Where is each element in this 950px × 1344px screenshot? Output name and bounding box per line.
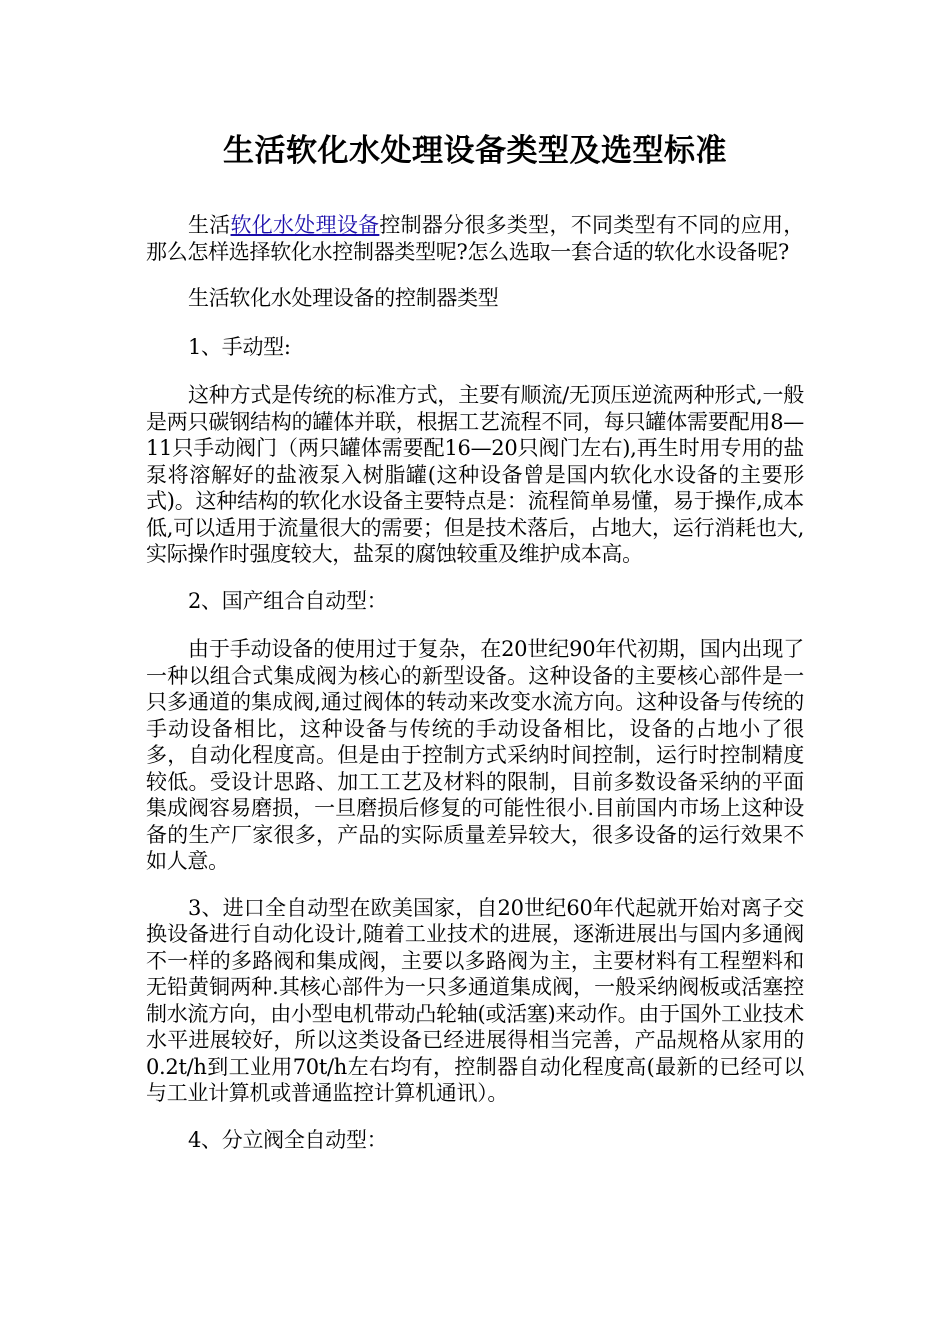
- type1-heading: 1、手动型:: [188, 334, 291, 359]
- section-heading: 生活软化水处理设备的控制器类型: [188, 286, 499, 310]
- intro-text-after-link: 控制器分很多类型，不同类型有不同的应用，那么怎样选择软化水控制器类型呢?怎么选取一套合适的软化水设备呢?: [146, 213, 805, 264]
- softened-water-equipment-link[interactable]: 软化水处理设备: [230, 213, 380, 237]
- type3-paragraph: 3、进口全自动型在欧美国家，自20世纪60年代起就开始对离子交换设备进行自动化设计,随着工业技术的进展，逐渐进展出与国内多通阀不一样的多路阀和集成阀，主要以多路阀为主，主要材料有工程塑料和无铅黄铜两种.其核心部件为一只多通道集成阀，一般采纳阀板或活塞控制水流方向，由小型电机带动凸轮轴(或活塞)来动作。由于国外工业技术水平进展较好，所以这类设备已经进展得相当完善，产品规格从家用的0.2t/h到工业用70t/h左右均有，控制器自动化程度高(最新的已经可以与工业计算机或普通监控计算机通讯）。: [146, 895, 804, 1105]
- type2-paragraph: 由于手动设备的使用过于复杂，在20世纪90年代初期，国内出现了一种以组合式集成阀为核心的新型设备。这种设备的主要核心部件是一只多通道的集成阀,通过阀体的转动来改变水流方向。这种设备与传统的手动设备相比，这种设备与传统的手动设备相比，设备的占地小了很多，自动化程度高。但是由于控制方式采纳时间控制，运行时控制精度较低。受设计思路、加工工艺及材料的限制，目前多数设备采纳的平面集成阀容易磨损，一旦磨损后修复的可能性很小.目前国内市场上这种设备的生产厂家很多，产品的实际质量差异较大，很多设备的运行效果不如人意。: [146, 637, 804, 873]
- document-title: 生活软化水处理设备类型及选型标准: [223, 133, 727, 169]
- document-page: [146, 128, 804, 1175]
- intro-paragraph: [146, 212, 804, 265]
- type1-paragraph: 这种方式是传统的标准方式，主要有顺流/无顶压逆流两种形式,一般是两只碳钢结构的罐体并联，根据工艺流程不同，每只罐体需要配用8—11只手动阀门（两只罐体需要配16—20只阀门左右),再生时用专用的盐泵将溶解好的盐液泵入树脂罐(这种设备曾是国内软化水设备的主要形式)。这种结构的软化水设备主要特点是：流程简单易懂，易于操作,成本低,可以适用于流量很大的需要；但是技术落后，占地大，运行消耗也大,实际操作时强度较大，盐泵的腐蚀较重及维护成本高。: [146, 383, 804, 566]
- type4-heading: 4、分立阀全自动型：: [188, 1127, 388, 1152]
- type2-heading: 2、国产组合自动型：: [188, 588, 388, 613]
- intro-text-before-link: 生活: [188, 213, 231, 237]
